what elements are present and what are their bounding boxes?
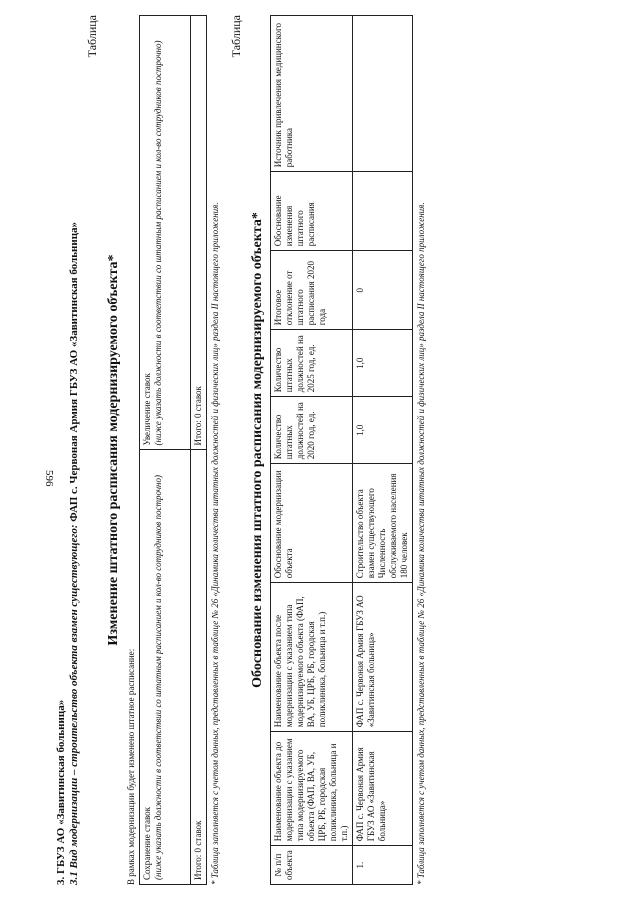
section2-title: Обоснование изменения штатного расписания модернизируемого объекта* [250, 212, 265, 688]
page-number: 596 [43, 470, 55, 487]
cell-qty-2020: 1,0 [353, 397, 413, 464]
keep-rates-note: (ниже указать должности в соответствии со штатным расписанием и кол-во сотрудников построчно) [153, 475, 163, 880]
increase-rates-label: Увеличение ставок [142, 373, 152, 446]
cell-deviation: 0 [353, 251, 413, 330]
keep-rates-label: Сохранение ставок [142, 806, 152, 880]
cell-change-reason [353, 172, 413, 251]
col-qty-2025: Количество штатных должностей на 2025 год, ед. [271, 330, 353, 397]
cell-qty-2025: 1,0 [353, 330, 413, 397]
organization-heading: 3. ГБУЗ АО «Завитинская больница» [55, 699, 67, 885]
table-label-1: Таблица [85, 15, 99, 58]
cell-before: ФАП с. Червоная Армия ГБУЗ АО «Завитинская больница» [353, 732, 413, 846]
col-after: Наименование объекта после модернизации с указанием типа модернизируемого объекта (ФАП, ВА, УБ, ЦРБ, РБ, городская поликлиника, больница и т.п.) [271, 583, 353, 732]
table-header-row [271, 16, 353, 885]
keep-rates-cell [140, 450, 191, 885]
cell-after: ФАП с. Червоная Армия ГБУЗ АО «Завитинская больница» [353, 583, 413, 732]
modernization-type [68, 15, 81, 885]
col-number: № п/п объекта [271, 846, 353, 885]
col-source: Источник привлечения медицинского работника [271, 16, 353, 172]
cell-reason: Строительство объекта взамен существующего Численность обслуживаемого населения 180 человек [353, 464, 413, 583]
increase-rates-cell [140, 16, 191, 451]
section1-intro: В рамках модернизации будет изменено штатное расписание: [126, 648, 136, 885]
modernization-type-prefix: 3.1 Вид модернизации – строительство объекта взамен существующего: [68, 521, 80, 885]
table-row [353, 16, 413, 885]
staffing-change-table [139, 15, 207, 885]
total-keep-cell: Итого: 0 ставок [191, 450, 207, 885]
section2-footnote: * Таблица заполняется с учетом данных, представленных в таблице № 26 «Динамика количества штатных должностей и физических лиц» раздела II настоящего приложения. [416, 202, 426, 885]
cell-number: 1. [353, 846, 413, 885]
modernization-object: ФАП с. Червоная Армия ГБУЗ АО «Завитинская больница» [68, 221, 80, 522]
section1-title: Изменение штатного расписания модернизируемого объекта* [106, 254, 121, 646]
total-increase-cell: Итого: 0 ставок [191, 16, 207, 451]
cell-source [353, 16, 413, 172]
page-content [35, 0, 605, 900]
rotated-page [35, 0, 605, 900]
justification-table [270, 15, 413, 885]
table-label-2: Таблица [229, 15, 243, 58]
col-change-reason: Обоснование изменения штатного расписания [271, 172, 353, 251]
col-deviation: Итоговое отклонение от штатного расписания 2020 года [271, 251, 353, 330]
col-qty-2020: Количество штатных должностей на 2020 год, ед. [271, 397, 353, 464]
col-reason: Обоснование модернизации объекта [271, 464, 353, 583]
section1-footnote: * Таблица заполняется с учетом данных, представленных в таблице № 26 «Динамика количества штатных должностей и физических лиц» раздела II настоящего приложения. [210, 202, 220, 885]
increase-rates-note: (ниже указать должности в соответствии со штатным расписанием и кол-во сотрудников построчно) [153, 40, 163, 446]
col-before: Наименование объекта до модернизации с указанием типа модернизируемого объекта (ФАП, ВА, УБ, ЦРБ, РБ, городская поликлиника, больница и т.п.) [271, 732, 353, 846]
